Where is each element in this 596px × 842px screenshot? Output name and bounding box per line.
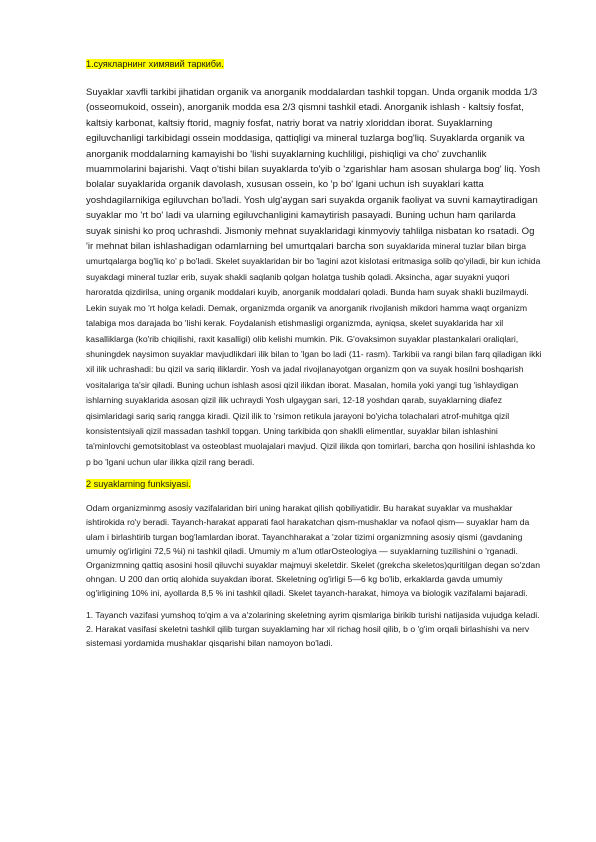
paragraph-function-list: 1. Tayanch vazifasi yumshoq to'qim a va a'zolarining skeletning ayrim qismlariga birikib turishi natijasida vujudga keladi. 2. Harakat vasifasi skeletni tashkil qilib turgan suyaklaming har xil richag hosil qilib, b o 'g'im orqali birlashishi va nerv sistemasi yordamida mushaklar qisqarishi bilan namoyon bo'ladi. <box>86 609 540 648</box>
paragraph-chemical-small-text: suyaklarida mineral tuzlar bilan birga umurtqalarga bog'liq ko' p bo'ladi. Skelet suyaklaridan bir bo 'lagini azot kislotasi eritmasiga solib qo'yiladi, bir kun ichida suyakdagi mineral tuzlar erib, suyak shakli saqlanib qolgan holatga tushib qoladi. Aksincha, agar suyakni yuqori haroratda qizdirilsa, uning organik moddalari kuyib, anorganik moddalari qoladi. Bunda ham suyak shakli buzilmaydi. Lekin suyak mo 'rt holga keladi. Demak, organizmda organik va anorganik rivojlanish mikdori hamma waqt organizm talabiga mos darajada bo 'lishi kerak. Foydalanish etishmasligi organizmda, ayniqsa, skelet suyaklarida har xil kasalliklarga (ko'rib chiqilishi, raxit kasalligi) olib kelishi mumkin. Pik. G'ovaksimon suyaklar plastankalari oraliqlari, shuningdek naysimon suyaklar mavjudlikdari ilik bilan to 'lgan bo ladi (11- rasm). Tarkibii va rangi bilan farq qiladigan ikki xil ilik uchrashadi: bu qizil va sariq iliklardir. Yosh va jadal rivojlanayotgan organizm qon va suyak hosilni boshqarish vositalariga ta'sir qiladi. Buning uchun ishlash asosi qizil ilikdan iborat. Masalan, homila yoki yangi tug 'ishlaydigan ishlarning suyaklarida asosan qizil ilik uchraydi Yosh ulgaygan sari, 12-18 yoshdan qarab, suyaklarning diafez qisimlaridagi sariq sariq rangga kiradi. Qizil ilik to 'rsimon retikula jarayoni bo'yicha tolachalari atrof-muhitga qizil konsistentsiyali qizil massadan tashkil topgan. Uning tarkibida qon shaklli elimentlar, suyaklar bilan ishlashini ta'minlovchi gemotsitoblast va osteoblast muolajalari mavjud. Qizil ilikda qon tomirlari, barcha qon hosilini ishlashda ko p bo 'lgani uchun ular ilikka qizil rang beradi. <box>86 241 542 467</box>
paragraph-chemical-composition <box>86 85 542 470</box>
section-heading-1 <box>86 58 542 71</box>
paragraph-bone-functions: Odam organizminmg asosiy vazifalaridan biri uning harakat qilish qobiliyatidir. Bu harakat suyaklar va mushaklar ishtirokida ro'y beradi. Tayanch-harakat apparati faol harakatchan qism-mushaklar va nofaol qism— suyaklar ham da ulam i birlashtirib turgan bog'lamlardan iborat. Tayanchharakat a 'zolar tizimi organizmning asosiy qismi (gavdaning umumiy og'irligini 72,5 %i) ni tashkil qiladi. Umumiy m a'lum otlarOsteologiya — suyaklarning tuzilishini o 'rganadi. Organizmning qattiq asosini hosil qiluvchi suyaklar majmuyi skeletdir. Skelet (grekcha skeletos)quritilgan degan so'zdan ohngan. U 200 dan ortiq alohida suyakdan iborat. Skeletning og'irligi 5—6 kg bo'lib, erkaklarda gavda umumiy og'irligining 10% ini, ayollarda 8,5 % ini tashkil qiladi. Skelet tayanch-harakat, himoya va biologik vazifalami bajaradi. <box>86 503 540 599</box>
highlighted-heading-1: 1.суякларнинг химявий таркиби. <box>86 59 224 69</box>
highlighted-heading-2: 2 suyaklarning funksiyasi. <box>86 479 191 490</box>
section-heading-2 <box>86 478 542 491</box>
paragraph-chemical-large-text: Suyaklar xavfli tarkibi jihatidan organik va anorganik moddalardan tashkil topgan. Unda organik modda 1/3 (osseomukoid, ossein), anorganik modda esa 2/3 qismni tashkil etadi. Anorganik ishlash - kaltsiy fosfat, kaltsiy karbonat, kaltsiy ftorid, magniy fosfat, natriy borat va natriy xloriddan iborat. Suyaklarning egiluvchanligi tarkibidagi ossein moddasiga, qattiqligi va mineral tuzlarga bog'liq. Suyaklarda organik va anorganik moddalarning kamayishi bo 'lishi suyaklarning kuchliligi, pishiqligi va cho' zuvchanlik muammolarini bajarishi. Vaqt o'tishi bilan suyaklarda to'yib o 'zgarishlar ham asosan shularga bog' liq. Yosh bolalar suyaklarida organik davolash, xususan ossein, ko 'p bo' lgani uchun ish suyaklari katta yoshdagilarnikiga egiluvchan bo'ladi. Yosh ulg'aygan sari suyakda organik faoliyat va suvni kamaytiradigan suyaklar mo 'rt bo' ladi va ularning egiluvchanligini kamaytirish pasayadi. Buning uchun ham qarilarda suyak sinishi ko proq uchrashdi. Jismoniy mehnat suyaklaridagi kinmyoviy tahlilga nisbatan ko rsatadi. Og 'ir mehnat bilan ishlashadigan odamlarning bel umurtqalari barcha son <box>86 87 541 253</box>
